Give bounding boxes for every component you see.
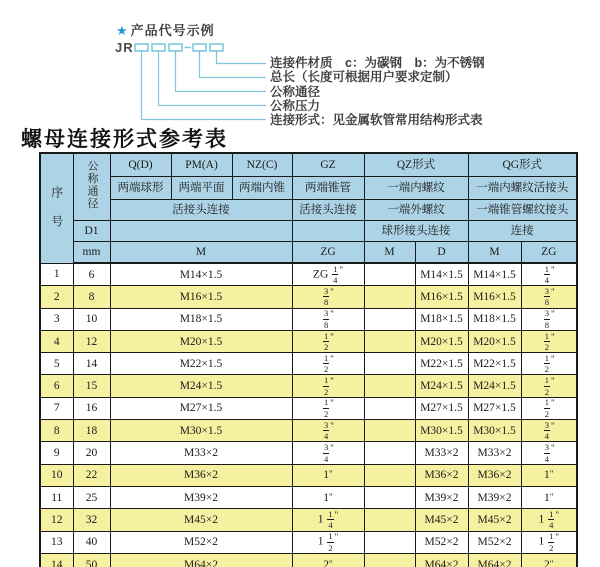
cell-mm: 22 — [73, 464, 110, 486]
cell-qg-zg — [521, 353, 577, 375]
cell-qz-d: M33×2 — [415, 442, 468, 464]
th-gz-connect: 活接头连接 — [292, 200, 364, 221]
cell-seq: 1 — [40, 263, 73, 286]
cell-qz-d: M36×2 — [415, 464, 468, 486]
cell-mm: 10 — [73, 308, 110, 330]
cell-qg-zg — [521, 308, 577, 330]
inch-mark: " — [549, 469, 554, 480]
th-qg-desc: 一端内螺纹活接头 — [468, 177, 577, 200]
connector-line — [176, 51, 267, 92]
cell-qz-m — [364, 509, 415, 531]
table-row — [40, 397, 577, 419]
cell-qz-d: M52×2 — [415, 531, 468, 553]
inch-mark: " — [551, 331, 555, 342]
inch-mark: " — [551, 286, 555, 297]
cell-gz — [292, 442, 364, 464]
cell-qz-d: M14×1.5 — [415, 263, 468, 286]
cell-m-thread: M64×2 — [110, 553, 292, 567]
cell-qg-m: M18×1.5 — [468, 308, 521, 330]
th-union-connect: 活接头连接 — [110, 200, 292, 221]
cell-qg-zg: 1" — [521, 486, 577, 508]
fraction-value: $\frac{3}{8}$ — [544, 308, 550, 330]
cell-seq: 6 — [40, 375, 73, 397]
cell-qg-zg — [521, 397, 577, 419]
table-row — [40, 509, 577, 531]
cell-mm: 6 — [73, 263, 110, 286]
cell-m-thread: M16×1.5 — [110, 286, 292, 308]
cell-qz-d: M24×1.5 — [415, 375, 468, 397]
cell-mm: 18 — [73, 420, 110, 442]
cell-qz-d: M39×2 — [415, 486, 468, 508]
cell-mm: 32 — [73, 509, 110, 531]
cell-seq: 8 — [40, 420, 73, 442]
cell-mm: 12 — [73, 330, 110, 352]
cell-gz: ZG $\frac{1}{4}$ " — [292, 263, 364, 286]
inch-mark: " — [330, 398, 334, 409]
code-box — [169, 44, 182, 51]
cell-qg-m: M33×2 — [468, 442, 521, 464]
cell-gz — [292, 308, 364, 330]
th-seq-label: 序号 — [49, 185, 64, 244]
inch-mark: " — [330, 286, 334, 297]
inch-mark: " — [330, 420, 334, 431]
cell-qz-m — [364, 464, 415, 486]
cell-gz — [292, 397, 364, 419]
star-icon: ★ — [116, 23, 129, 38]
th-qg-code: QG形式 — [468, 153, 577, 177]
fraction-value: $\frac{1}{2}$ — [544, 352, 550, 375]
cell-qz-d: M64×2 — [415, 553, 468, 567]
fraction-value: $\frac{1}{4}$ — [549, 508, 554, 531]
cell-qg-zg — [521, 330, 577, 352]
cell-qz-d: M22×1.5 — [415, 353, 468, 375]
cell-mm: 15 — [73, 375, 110, 397]
th-d1: D1 — [73, 221, 110, 242]
fraction-value: $\frac{3}{4}$ — [324, 419, 329, 442]
th-bore — [73, 153, 110, 221]
fraction-value: $\frac{1}{2}$ — [544, 397, 550, 419]
cell-m-thread: M22×1.5 — [110, 353, 292, 375]
th-gz-code: GZ — [292, 153, 364, 177]
cell-seq: 4 — [40, 330, 73, 352]
cell-seq: 7 — [40, 397, 73, 419]
cell-m-thread: M36×2 — [110, 464, 292, 486]
fraction-value: $\frac{1}{2}$ — [324, 352, 329, 375]
cell-m-thread: M14×1.5 — [110, 263, 292, 286]
cell-seq: 10 — [40, 464, 73, 486]
th-q-code: Q(D) — [110, 153, 171, 177]
cell-qg-zg — [521, 375, 577, 397]
connector-line — [217, 51, 267, 64]
cell-qg-m: M16×1.5 — [468, 286, 521, 308]
cell-m-thread: M24×1.5 — [110, 375, 292, 397]
fraction-value: $\frac{1}{2}$ — [549, 531, 554, 553]
th-unit-m: M — [110, 242, 292, 264]
cell-m-thread: M45×2 — [110, 509, 292, 531]
cell-qg-zg: 1 $\frac{1}{4}$ " — [521, 509, 577, 531]
cell-qg-zg — [521, 420, 577, 442]
cell-qg-zg — [521, 286, 577, 308]
fraction-value: $\frac{1}{2}$ — [544, 375, 550, 397]
connector-line — [159, 51, 267, 106]
th-pm-code: PM(A) — [171, 153, 232, 177]
cell-qg-m: M27×1.5 — [468, 397, 521, 419]
cell-m-thread: M18×1.5 — [110, 308, 292, 330]
cell-seq: 2 — [40, 286, 73, 308]
cell-m-thread: M20×1.5 — [110, 330, 292, 352]
cell-qz-m — [364, 486, 415, 508]
cell-mm: 20 — [73, 442, 110, 464]
cell-mm: 50 — [73, 553, 110, 567]
th-seq — [40, 153, 73, 263]
cell-qz-m — [364, 375, 415, 397]
connector-line — [200, 51, 267, 78]
inch-mark: " — [330, 443, 334, 454]
inch-mark: " — [551, 353, 555, 364]
cell-seq: 5 — [40, 353, 73, 375]
inch-mark: " — [555, 532, 560, 543]
fraction-value: $\frac{1}{4}$ — [333, 263, 338, 286]
th-qz-desc2: 一端外螺纹 — [364, 200, 468, 221]
cell-gz: 2" — [292, 553, 364, 567]
cell-seq: 11 — [40, 486, 73, 508]
cell-qg-m: M36×2 — [468, 464, 521, 486]
table-row — [40, 531, 577, 553]
fraction-value: $\frac{1}{4}$ — [328, 508, 333, 531]
code-box — [152, 44, 165, 51]
cell-qz-m — [364, 330, 415, 352]
inch-mark: " — [330, 376, 334, 387]
cell-seq: 3 — [40, 308, 73, 330]
th-q-desc: 两端球形 — [110, 177, 171, 200]
cell-m-thread: M30×1.5 — [110, 420, 292, 442]
inch-mark: " — [551, 398, 555, 409]
cell-qz-m — [364, 442, 415, 464]
cell-qz-m — [364, 397, 415, 419]
inch-mark: " — [549, 491, 554, 502]
callout-total-length: 总长（长度可根据用户要求定制） — [270, 70, 458, 84]
cell-qz-m — [364, 553, 415, 567]
th-qg-desc2: 一端锥管螺纹接头 — [468, 200, 577, 221]
th-unit-qz-m: M — [364, 242, 415, 264]
fraction-value: $\frac{3}{4}$ — [324, 442, 329, 464]
inch-mark: " — [551, 309, 555, 320]
inch-mark: " — [551, 443, 555, 454]
cell-qz-d: M16×1.5 — [415, 286, 468, 308]
cell-mm: 14 — [73, 353, 110, 375]
th-d1-empty-gz — [292, 221, 364, 242]
inch-mark: " — [330, 331, 334, 342]
header-row-end-types — [40, 177, 577, 200]
cell-gz — [292, 353, 364, 375]
connector-line — [142, 51, 267, 120]
fraction-value: $\frac{1}{2}$ — [328, 531, 333, 553]
table-row — [40, 442, 577, 464]
table-row — [40, 308, 577, 330]
cell-qg-m: M64×2 — [468, 553, 521, 567]
th-unit-mm: mm — [73, 242, 110, 264]
callout-nominal-pressure: 公称压力 — [270, 99, 321, 113]
table-row — [40, 486, 577, 508]
th-pm-desc: 两端平面 — [171, 177, 232, 200]
fraction-value: $\frac{3}{4}$ — [544, 442, 550, 464]
code-box — [135, 44, 148, 51]
inch-mark: " — [551, 420, 555, 431]
cell-qz-d: M20×1.5 — [415, 330, 468, 352]
diagram-heading — [116, 20, 215, 39]
cell-gz — [292, 375, 364, 397]
cell-qg-m: M14×1.5 — [468, 263, 521, 286]
cell-gz — [292, 330, 364, 352]
th-nz-desc: 两端内锥 — [232, 177, 292, 200]
inch-mark: " — [551, 264, 555, 275]
cell-qz-m — [364, 420, 415, 442]
th-bore-label: 公称通径 — [86, 160, 98, 211]
cell-mm: 8 — [73, 286, 110, 308]
th-qz-desc: 一端内螺纹 — [364, 177, 468, 200]
cell-qz-d: M30×1.5 — [415, 420, 468, 442]
table-row — [40, 464, 577, 486]
header-row-d1 — [40, 221, 577, 242]
fraction-value: $\frac{1}{2}$ — [324, 397, 329, 419]
fraction-value: $\frac{1}{4}$ — [544, 263, 550, 286]
cell-seq: 12 — [40, 509, 73, 531]
cell-qg-zg: 2" — [521, 553, 577, 567]
inch-mark: " — [329, 491, 333, 502]
cell-gz: 1 $\frac{1}{4}$ " — [292, 509, 364, 531]
callout-nominal-diameter: 公称通径 — [270, 85, 321, 99]
cell-qz-d: M45×2 — [415, 509, 468, 531]
fraction-value: $\frac{3}{8}$ — [324, 285, 329, 308]
cell-qg-m: M20×1.5 — [468, 330, 521, 352]
inch-mark: " — [330, 353, 334, 364]
inch-mark: " — [329, 469, 333, 480]
th-gz-desc: 两端锥管 — [292, 177, 364, 200]
cell-qg-m: M30×1.5 — [468, 420, 521, 442]
cell-gz: 1" — [292, 486, 364, 508]
cell-qg-zg — [521, 442, 577, 464]
cell-gz: 1 $\frac{1}{2}$ " — [292, 531, 364, 553]
cell-m-thread: M27×1.5 — [110, 397, 292, 419]
cell-qg-m: M22×1.5 — [468, 353, 521, 375]
table-row — [40, 263, 577, 286]
inch-mark: " — [555, 509, 560, 520]
cell-qg-m: M45×2 — [468, 509, 521, 531]
code-box — [210, 44, 223, 51]
cell-qg-m: M24×1.5 — [468, 375, 521, 397]
inch-mark: " — [329, 558, 333, 567]
fraction-value: $\frac{3}{8}$ — [324, 308, 329, 330]
cell-m-thread: M33×2 — [110, 442, 292, 464]
th-unit-qg-m: M — [468, 242, 521, 264]
th-unit-zg: ZG — [292, 242, 364, 264]
table-title: 螺母连接形式参考表 — [21, 126, 228, 151]
cell-seq: 14 — [40, 553, 73, 567]
table-row — [40, 375, 577, 397]
table-row — [40, 353, 577, 375]
table-body — [40, 263, 577, 567]
cell-m-thread: M39×2 — [110, 486, 292, 508]
inch-mark: " — [334, 509, 339, 520]
cell-qz-m — [364, 308, 415, 330]
cell-qg-m: M52×2 — [468, 531, 521, 553]
callout-material: 连接件材质 c：为碳钢 b：为不锈钢 — [270, 56, 485, 70]
header-row-connection — [40, 200, 577, 221]
cell-qg-m: M39×2 — [468, 486, 521, 508]
th-unit-qg-zg: ZG — [521, 242, 577, 264]
fraction-value: $\frac{3}{8}$ — [544, 285, 550, 308]
cell-qg-zg: 1 $\frac{1}{2}$ " — [521, 531, 577, 553]
table-row — [40, 553, 577, 567]
cell-m-thread: M52×2 — [110, 531, 292, 553]
fraction-value: $\frac{1}{2}$ — [324, 330, 329, 353]
cell-qz-d: M27×1.5 — [415, 397, 468, 419]
th-d1-empty-main — [110, 221, 292, 242]
cell-seq: 9 — [40, 442, 73, 464]
cell-qz-m — [364, 263, 415, 286]
inch-mark: " — [551, 376, 555, 387]
th-unit-qz-d: D — [415, 242, 468, 264]
th-qz-connect: 球形接头连接 — [364, 221, 468, 242]
inch-mark: " — [330, 309, 334, 320]
code-prefix: JR — [115, 40, 134, 55]
inch-mark: " — [549, 558, 554, 567]
cell-mm: 40 — [73, 531, 110, 553]
th-qg-connect: 连接 — [468, 221, 577, 242]
diagram-heading-label: 产品代号示例 — [130, 23, 215, 38]
table-row — [40, 330, 577, 352]
cell-qz-m — [364, 286, 415, 308]
cell-qg-zg — [521, 263, 577, 286]
callout-connection-type: 连接形式：见金属软管常用结构形式表 — [270, 113, 483, 127]
header-row-units — [40, 242, 577, 264]
inch-mark: " — [339, 264, 344, 275]
code-box — [193, 44, 206, 51]
inch-mark: " — [334, 532, 339, 543]
cell-qg-zg: 1" — [521, 464, 577, 486]
cell-gz: 1" — [292, 464, 364, 486]
cell-gz — [292, 420, 364, 442]
th-nz-code: NZ(C) — [232, 153, 292, 177]
table-row — [40, 420, 577, 442]
cell-qz-m — [364, 353, 415, 375]
fraction-value: $\frac{3}{4}$ — [544, 419, 550, 442]
cell-mm: 25 — [73, 486, 110, 508]
cell-mm: 16 — [73, 397, 110, 419]
th-qz-code: QZ形式 — [364, 153, 468, 177]
header-row-codes — [40, 153, 577, 177]
cell-qz-m — [364, 531, 415, 553]
cell-qz-d: M18×1.5 — [415, 308, 468, 330]
table-row — [40, 286, 577, 308]
cell-gz — [292, 286, 364, 308]
nut-connection-reference-table — [39, 152, 578, 567]
fraction-value: $\frac{1}{2}$ — [324, 375, 329, 397]
cell-seq: 13 — [40, 531, 73, 553]
fraction-value: $\frac{1}{2}$ — [544, 330, 550, 353]
